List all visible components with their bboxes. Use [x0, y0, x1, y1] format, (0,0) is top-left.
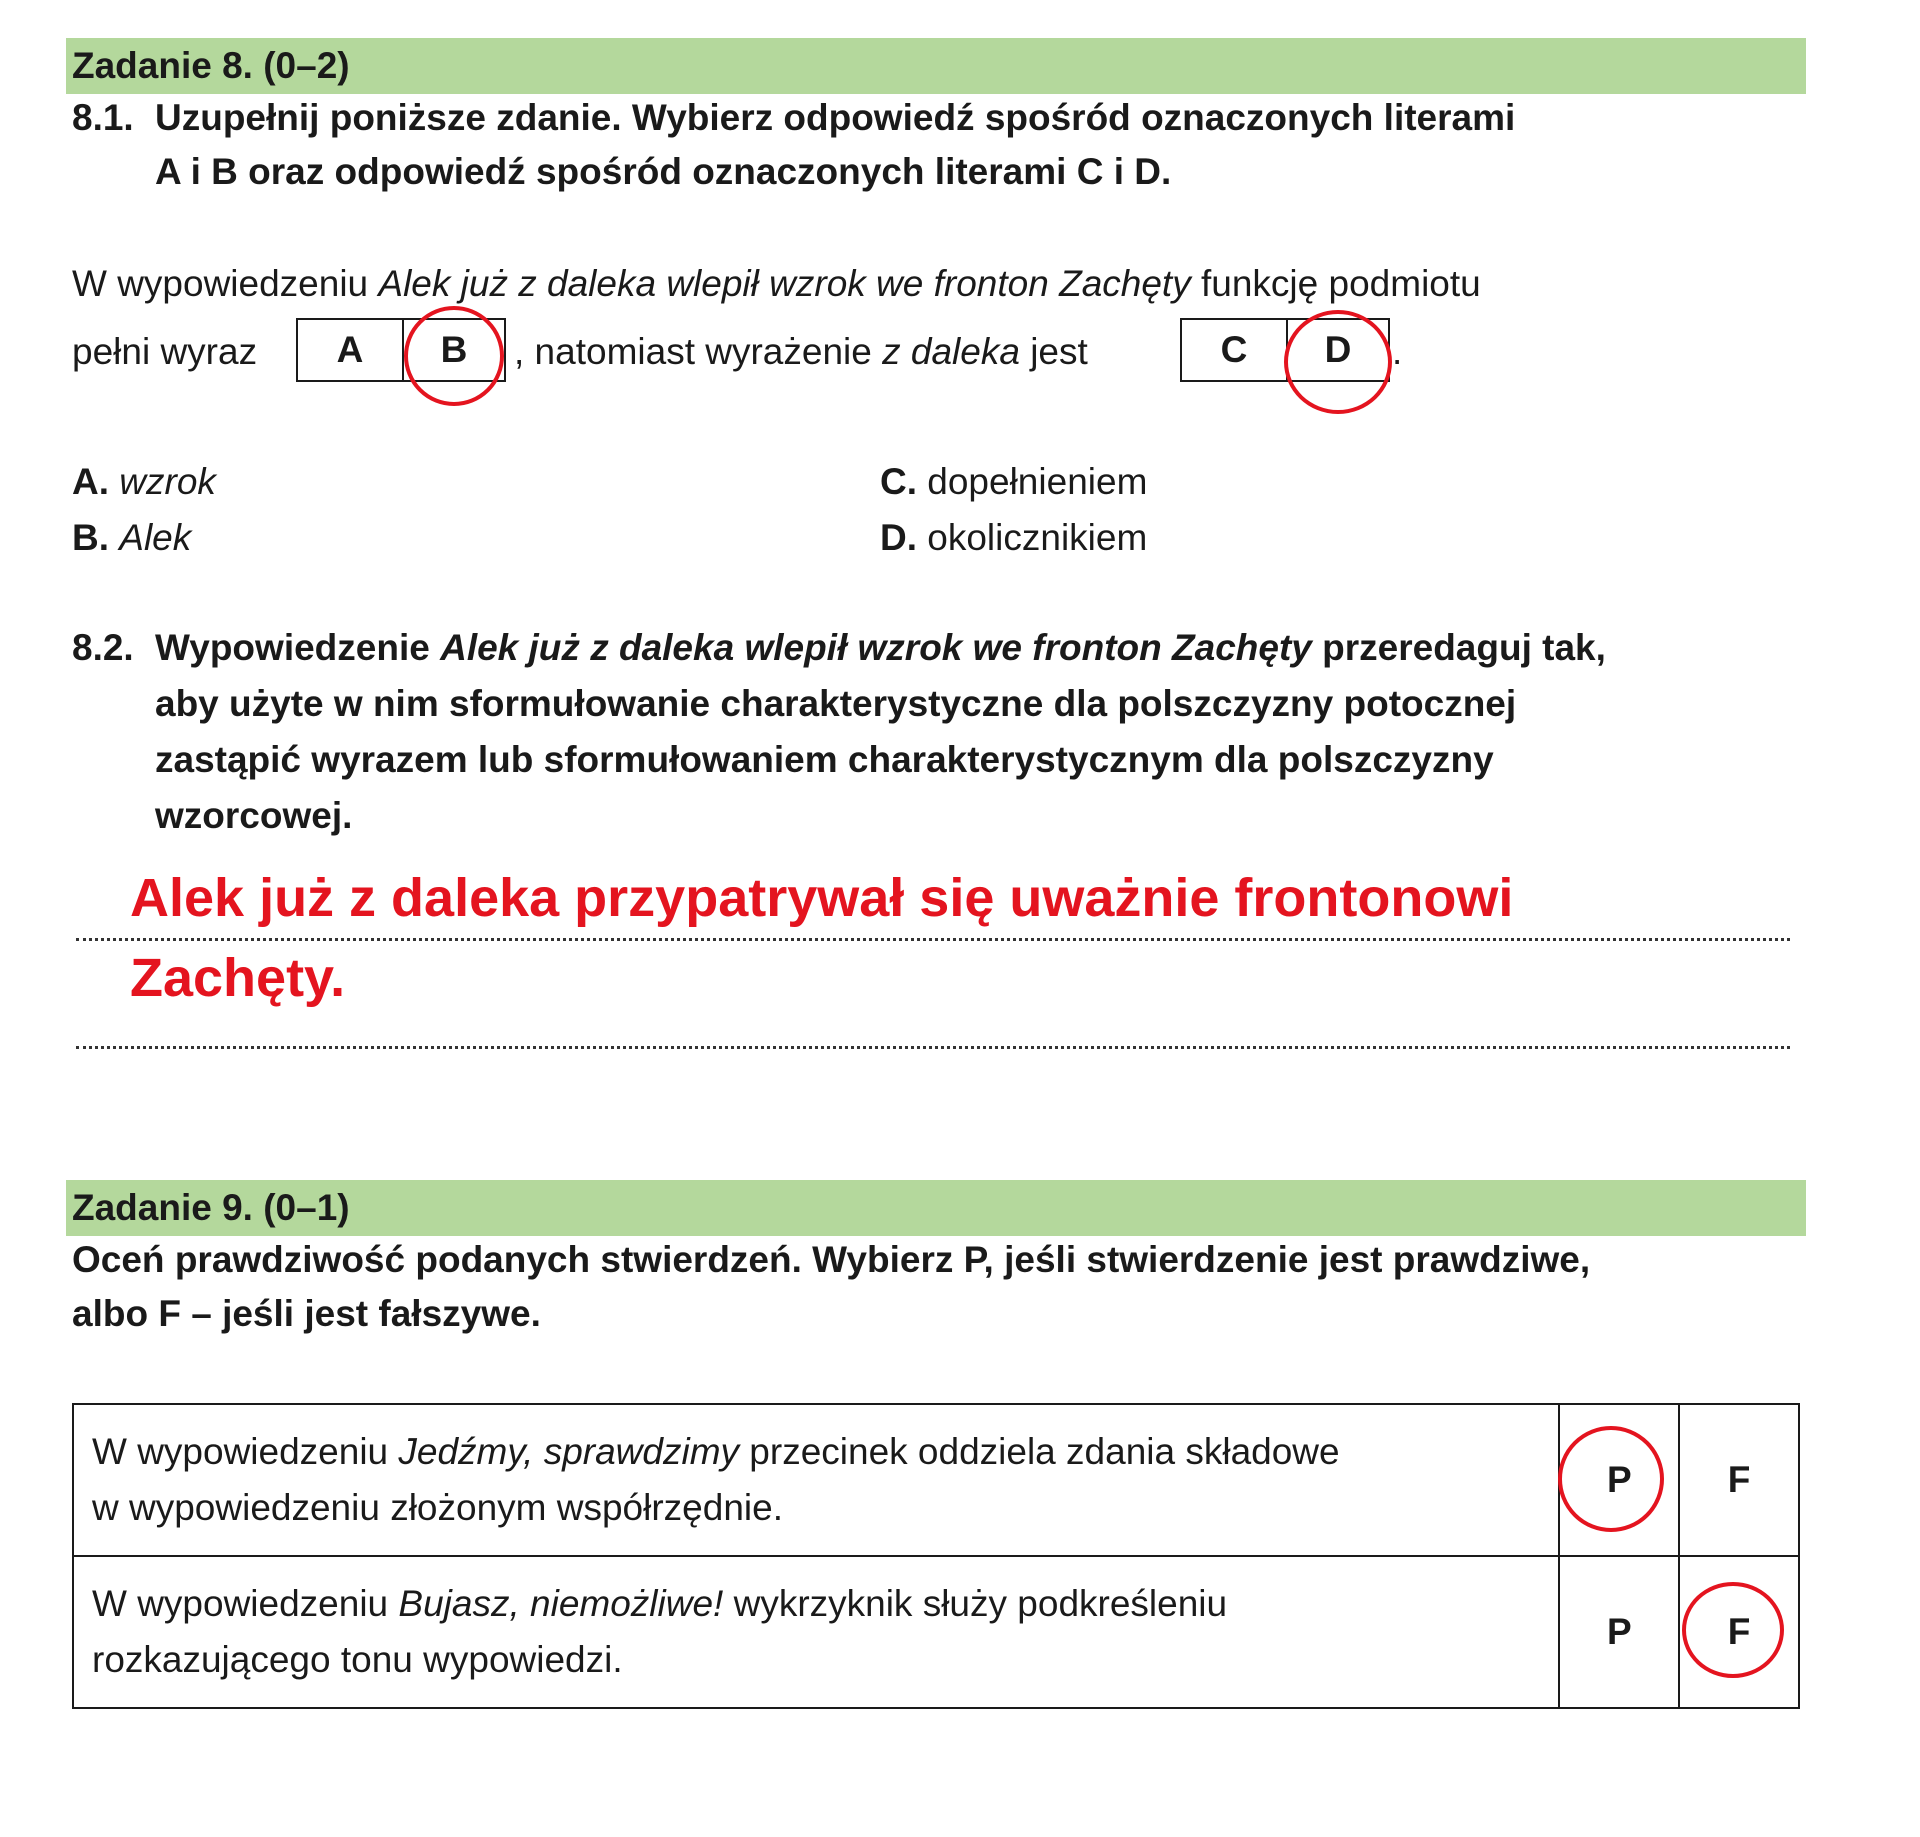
statement-1-post: przecinek oddziela zdania składowe [739, 1431, 1340, 1472]
true-false-table [72, 1403, 1800, 1709]
answer-dotted-line-1 [76, 938, 1790, 941]
selected-circle-row1-p [1558, 1426, 1664, 1532]
q82-number: 8.2. [72, 627, 134, 668]
q81-line2: A i B oraz odpowiedź spośród oznaczonych literami C i D. [155, 151, 1172, 192]
sentence-l1-pre: W wypowiedzeniu [72, 263, 379, 304]
q82-line1-post: przeredaguj tak, [1311, 627, 1606, 668]
answer-dotted-line-2 [76, 1046, 1790, 1049]
q82-line4: wzorcowej. [155, 795, 353, 836]
statement-2 [73, 1556, 1559, 1708]
row1-false-label: F [1727, 1459, 1751, 1500]
sentence-l2-pre: pełni wyraz [72, 331, 258, 372]
statement-1-line2: w wypowiedzeniu złożonym współrzędnie. [92, 1487, 783, 1528]
statement-1-italic: Jedźmy, sprawdzimy [398, 1431, 740, 1472]
statement-1-pre: W wypowiedzeniu [92, 1431, 399, 1472]
option-c-text: dopełnieniem [927, 461, 1148, 502]
q81-line1: Uzupełnij poniższe zdanie. Wybierz odpowiedź spośród oznaczonych literami [155, 97, 1516, 138]
selected-circle-row2-f [1682, 1582, 1784, 1678]
statement-2-italic: Bujasz, niemożliwe! [398, 1583, 724, 1624]
q82-line3: zastąpić wyrazem lub sformułowaniem charakterystycznym dla polszczyzny [155, 739, 1494, 780]
choice-c[interactable]: C [1220, 329, 1248, 370]
table-row [73, 1556, 1799, 1708]
task9-header: Zadanie 9. (0–1) [66, 1180, 1806, 1236]
option-d [880, 516, 1147, 560]
statement-2-line2: rozkazującego tonu wypowiedzi. [92, 1639, 623, 1680]
sentence-line1 [72, 262, 1481, 306]
sentence-l2-mid-text: , natomiast wyrażenie [514, 331, 883, 372]
statement-2-pre: W wypowiedzeniu [92, 1583, 399, 1624]
sentence-l2-post: jest [1019, 331, 1088, 372]
task9-instruction-line2: albo F – jeśli jest fałszywe. [72, 1293, 541, 1334]
row2-false-label: F [1727, 1611, 1751, 1652]
answer-line2: Zachęty. [130, 948, 346, 1008]
q82-line2: aby użyte w nim sformułowanie charakterystyczne dla polszczyzny potocznej [155, 683, 1517, 724]
statement-2-post: wykrzyknik służy podkreśleniu [723, 1583, 1228, 1624]
option-a-text: wzrok [119, 461, 216, 502]
task8-header: Zadanie 8. (0–2) [66, 38, 1806, 94]
q81-number: 8.1. [72, 97, 134, 138]
option-b-text: Alek [119, 517, 192, 558]
row2-true-label: P [1606, 1611, 1632, 1652]
table-row [73, 1404, 1799, 1556]
selected-circle-d [1284, 310, 1392, 414]
option-d-letter: D. [880, 517, 917, 558]
sentence-l2-italic: z daleka [882, 331, 1020, 372]
selected-circle-b [404, 306, 504, 406]
statement-1 [73, 1404, 1559, 1556]
q82-line1-pre: Wypowiedzenie [155, 627, 441, 668]
row1-true-label: P [1606, 1459, 1632, 1500]
sentence-l1-post: funkcję podmiotu [1190, 263, 1481, 304]
q82-line1-italic: Alek już z daleka wlepił wzrok we fronton Zachęty [440, 627, 1312, 668]
sentence-l1-italic: Alek już z daleka wlepił wzrok we fronton Zachęty [378, 263, 1191, 304]
option-d-text: okolicznikiem [927, 517, 1148, 558]
choice-d[interactable]: D [1324, 329, 1352, 370]
option-c [880, 460, 1147, 504]
answer-line1: Alek już z daleka przypatrywał się uważnie frontonowi [130, 868, 1514, 928]
sentence-l2-mid [514, 330, 1088, 374]
row1-false-cell[interactable] [1679, 1404, 1799, 1556]
sentence-l2-end: . [1392, 331, 1403, 372]
option-a-letter: A. [72, 461, 109, 502]
option-b [72, 516, 191, 560]
choice-a[interactable]: A [336, 329, 364, 370]
q82-line1 [155, 626, 1606, 670]
row2-true-cell[interactable] [1559, 1556, 1679, 1708]
task9-instruction-line1: Oceń prawdziwość podanych stwierdzeń. Wybierz P, jeśli stwierdzenie jest prawdziwe, [72, 1239, 1591, 1280]
option-b-letter: B. [72, 517, 109, 558]
option-c-letter: C. [880, 461, 917, 502]
choice-b[interactable]: B [440, 329, 468, 370]
option-a [72, 460, 216, 504]
